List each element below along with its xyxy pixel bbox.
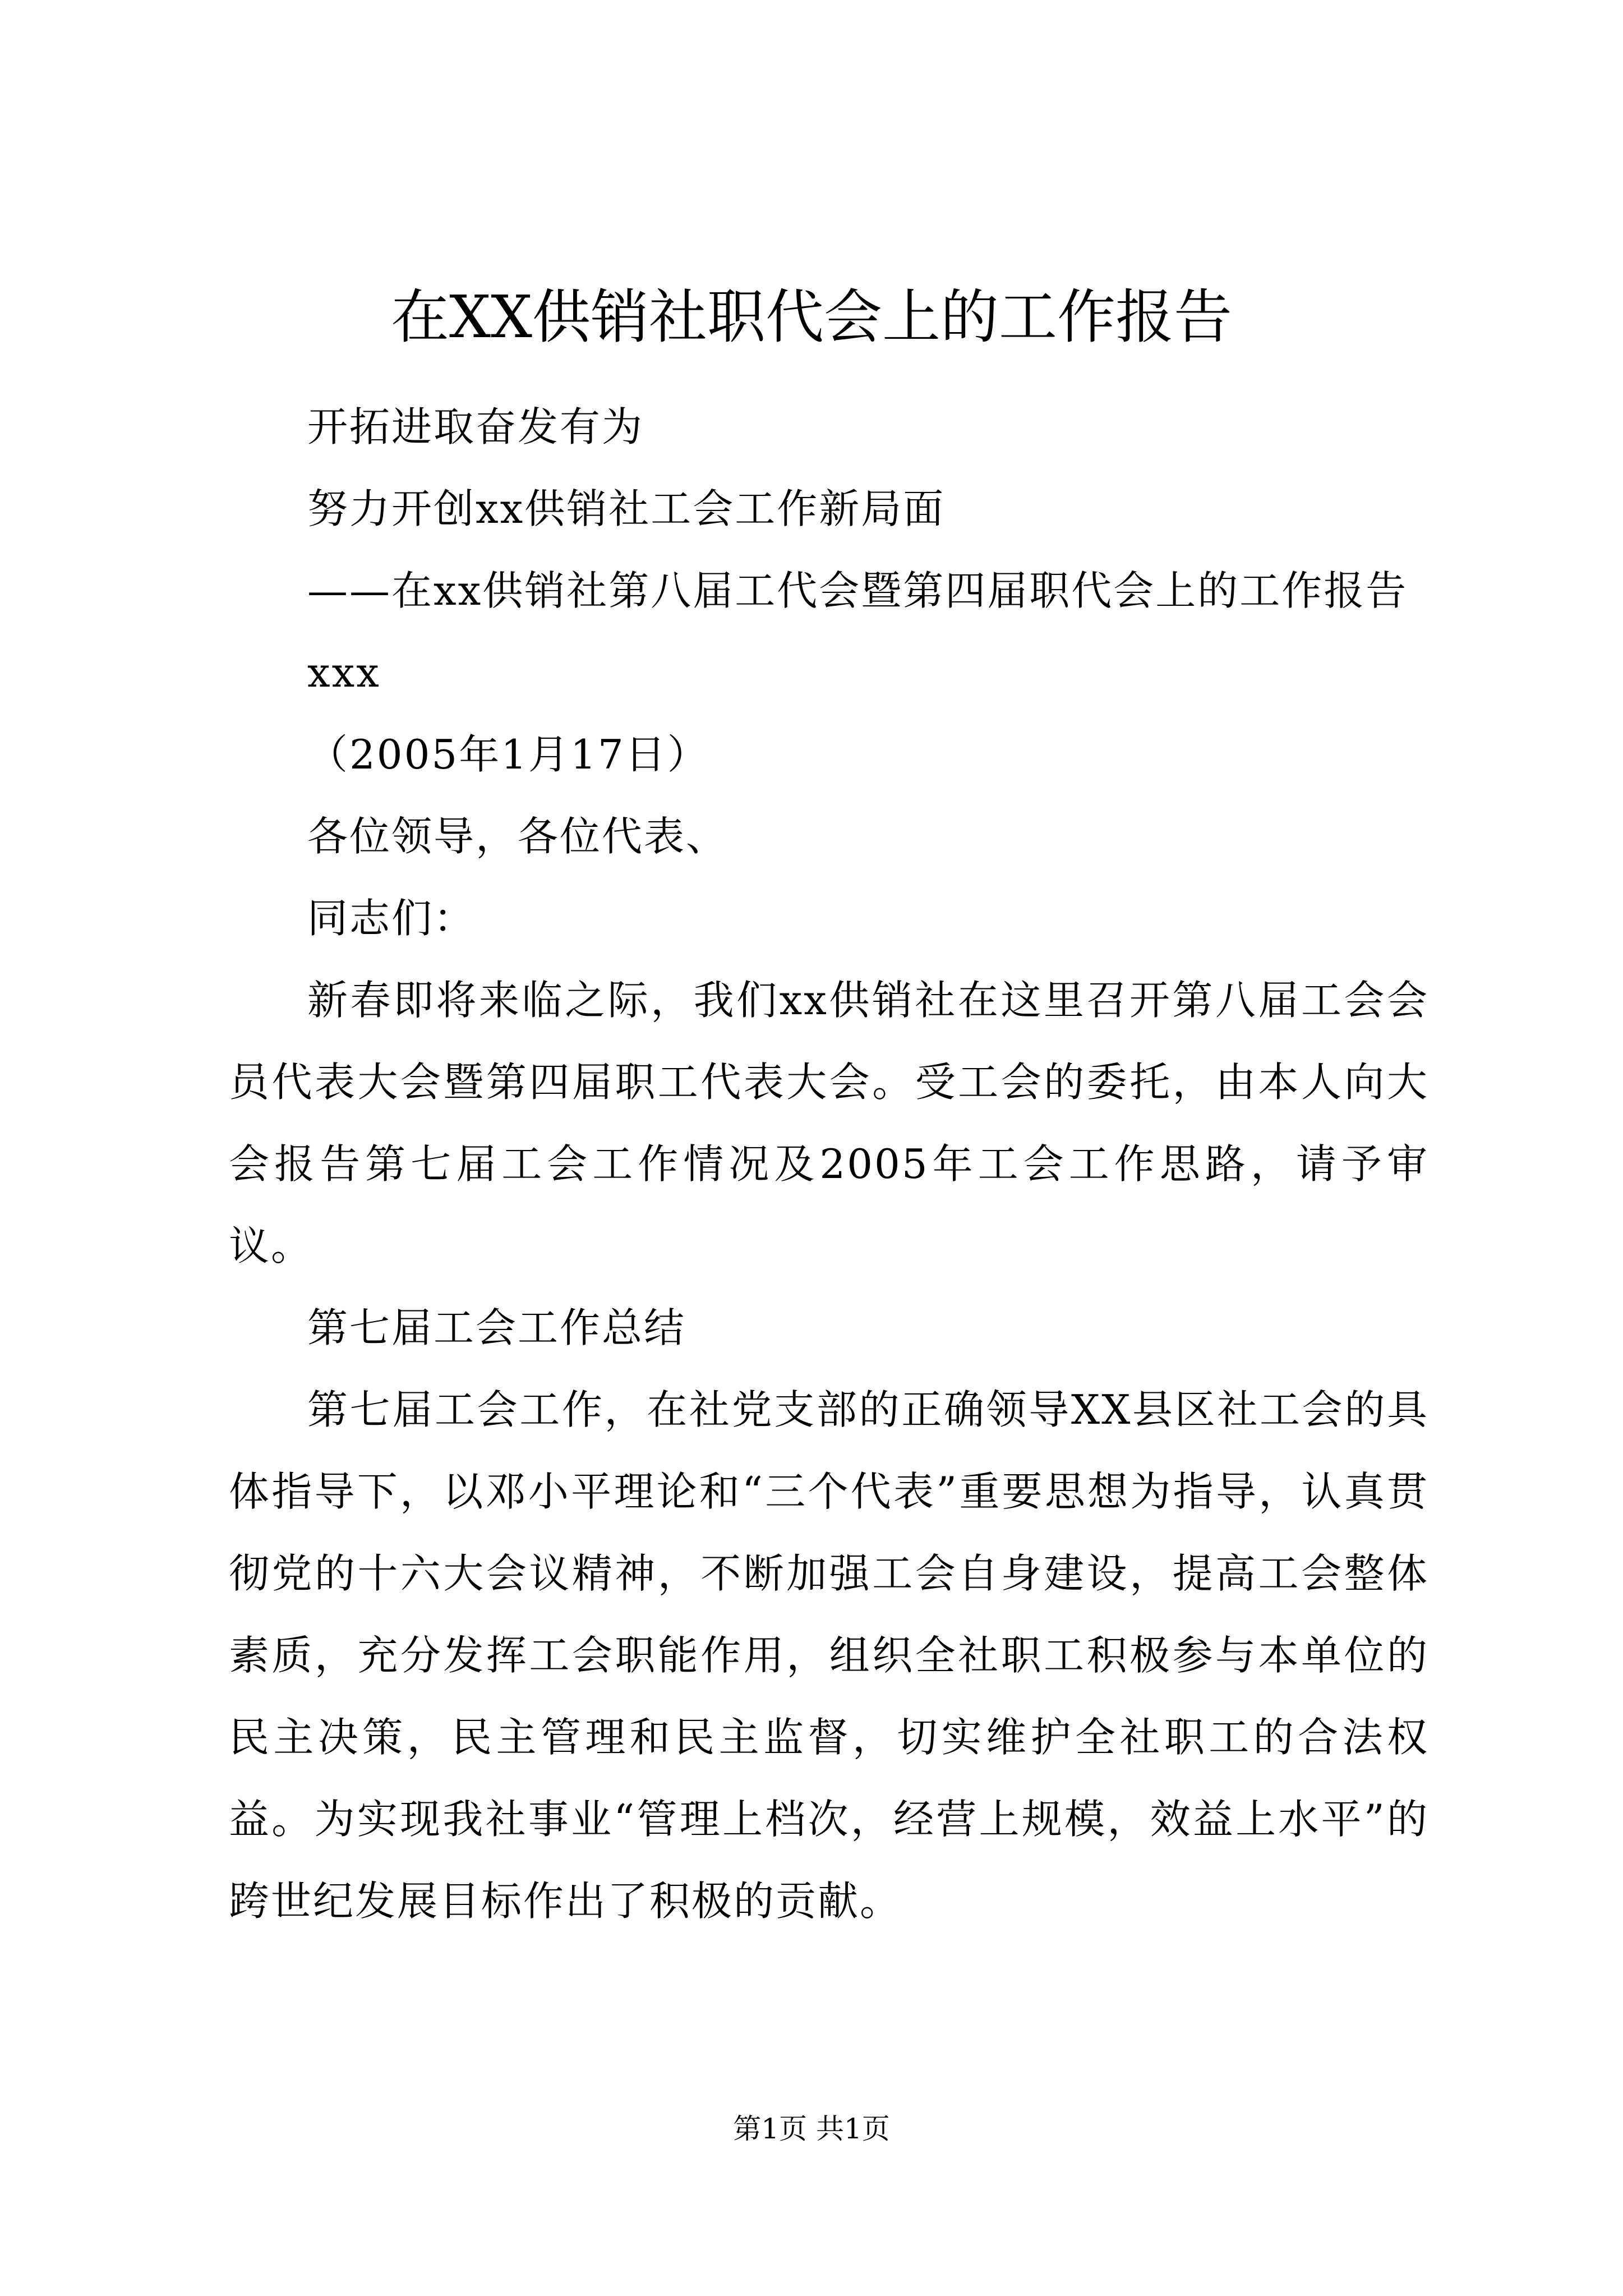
subtitle-line-3: ——在xx供销社第八届工代会暨第四届职代会上的工作报告 [307, 567, 1408, 614]
document-body [229, 386, 1429, 1942]
body-paragraph-summary: 第七届工会工作，在社党支部的正确领导XX县区社工会的具体指导下，以邓小平理论和“三个代表”重要思想为指导，认真贯彻党的十六大会议精神，不断加强工会自身建设，提高工会整体素质，充分发挥工会职能作用，组织全社职工积极参与本单位的民主决策，民主管理和民主监督，切实维护全社职工的合法权益。为实现我社事业“管理上档次，经营上规模，效益上水平”的跨世纪发展目标作出了积极的贡献。 [229, 1386, 1429, 1925]
section-heading: 第七届工会工作总结 [307, 1304, 686, 1351]
document-title: 在XX供销社职代会上的工作报告 [390, 283, 1233, 351]
salutation-line-2: 同志们： [307, 895, 476, 942]
page-footer: 第1页 共1页 [733, 2113, 890, 2145]
salutation-line-1: 各位领导，各位代表、 [307, 813, 728, 860]
subtitle-line-1: 开拓进取奋发有为 [307, 403, 644, 450]
author-line: xxx [307, 649, 381, 696]
body-paragraph-intro: 新春即将来临之际，我们xx供销社在这里召开第八届工会会员代表大会暨第四届职工代表大会。受工会的委托，由本人向大会报告第七届工会工作情况及2005年工会工作思路，请予审议。 [229, 977, 1429, 1269]
date-line: （2005年1月17日） [307, 731, 709, 778]
subtitle-line-2: 努力开创xx供销社工会工作新局面 [307, 485, 946, 532]
